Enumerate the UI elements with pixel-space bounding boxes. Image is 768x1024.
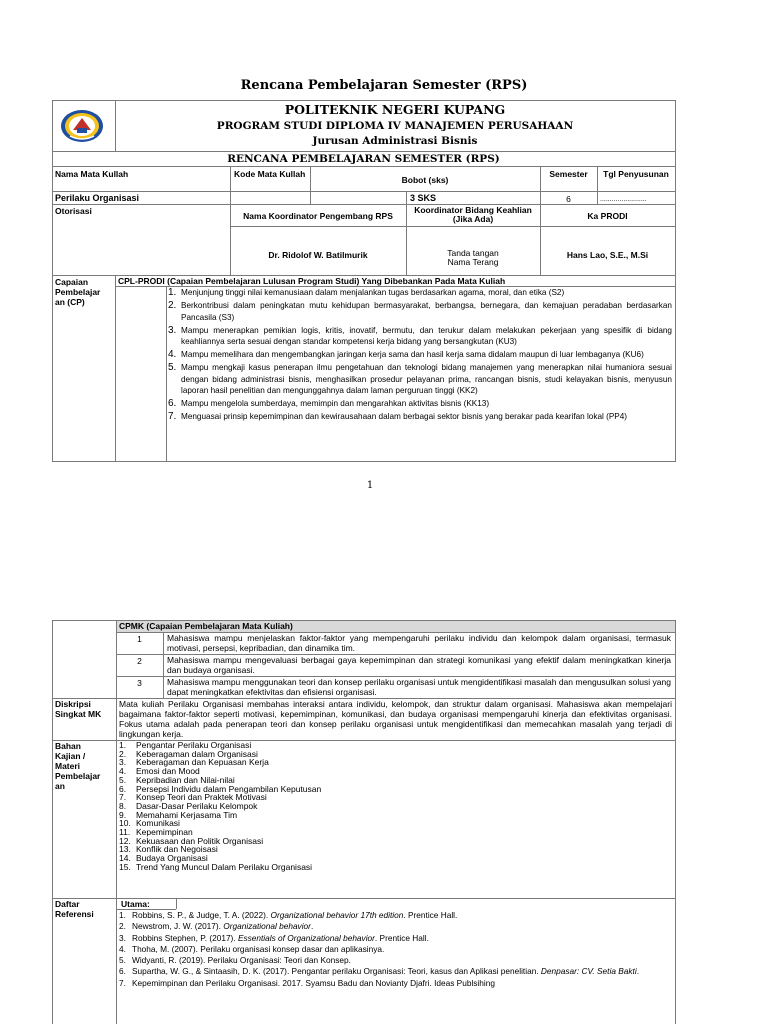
list-item: 6. Persepsi Individu dalam Pengambilan Keputusan [119,783,322,794]
department-name: Jurusan Administrasi Bisnis [312,135,478,147]
cp-label: Capaian Pembelajar an (CP) [55,277,101,307]
rps-title: RENCANA PEMBELAJARAN SEMESTER (RPS) [227,153,500,165]
cpmk-number: 2 [137,656,142,666]
list-item: 6. Supartha, W. G., & Sintaasih, D. K. (2017). Pengantar perilaku Organisasi: Teori, kasus dan Aplikasi penelitian. Denpasar: CV. Setia Bakti. [119,966,640,977]
institution-name: POLITEKNIK NEGERI KUPANG [284,102,506,117]
materi-label: Bahan Kajian / Materi Pembelajar an [55,741,101,791]
list-item: 6. Mampu mengelola sumberdaya, memimpin dan mengarahkan aktivitas bisnis (KK13) [168,398,490,409]
course-credits: 3 SKS [410,193,437,203]
col-bidang-1: Koordinator Bidang Keahlian [414,205,532,215]
cpmk-number: 3 [137,678,142,688]
university-seal-icon [60,108,104,144]
list-item: 10. Komunikasi [119,818,180,829]
col-koordinator: Nama Koordinator Pengembang RPS [243,211,393,221]
document-title: Rencana Pembelajaran Semester (RPS) [240,78,528,93]
deskripsi-label: Diskripsi Singkat MK [55,699,102,719]
course-date: ........................ [600,196,647,203]
deskripsi-text: Mata kuliah Perilaku Organisasi membahas interaksi antara individu, kelompok, dan struktur dalam organisasi. Mahasiswa akan mempelajari bagaimana faktor-faktor seperti motivasi, kepemimpinan, komunikasi, dan budaya organisasi mempengaruhi kinerja dan efektivitas organisasi. Fokus utama adalah pada penerapan teori dan konsep perilaku organisasi untuk mengidentifikasi dan memecahkan masalah yang terjadi di lingkungan kerja. [119,699,672,739]
page-number: 1 [366,480,374,491]
col-bobot: Bobot (sks) [401,175,449,185]
cpmk-number: 1 [137,634,142,644]
col-kaprodi: Ka PRODI [587,211,628,221]
cpl-list [168,287,672,424]
col-nama-mk: Nama Mata Kullah [55,169,129,179]
cpmk-text: Mahasiswa mampu menjelaskan faktor-faktor yang mempengaruhi perilaku individu dan kelompok dalam organisasi, termasuk motivasi, persepsi, kepribadian, dan dinamika tim. [167,633,671,653]
list-item: 2. Newstrom, J. W. (2017). Organizational behavior. [119,921,314,932]
course-name: Perilaku Organisasi [55,193,140,203]
list-item: 7. Menguasai prinsip kepemimpinan dan kewirausahaan dalam berbagai sektor bisnis yang berakar pada kearifan lokal (PP4) [168,411,628,422]
list-item: 1. Robbins, S. P., & Judge, T. A. (2022). Organizational behavior 17th edition. Prentice Hall. [119,910,458,920]
name-label: Nama Terang [447,257,499,267]
list-item: 1. Pengantar Perilaku Organisasi [119,740,252,750]
list-item: 7. Kepemimpinan dan Perilaku Organisasi. 2017. Syamsu Badu dan Novianty Djafri. Ideas Publsihing [119,977,495,988]
list-item: 15. Trend Yang Muncul Dalam Perilaku Organisasi [119,861,313,872]
col-tgl: Tgl Penyusunan [603,169,669,179]
cpmk-text: Mahasiswa mampu mengevaluasi berbagai gaya kepemimpinan dan strategi komunikasi yang efektif dalam meningkatkan kinerja dan budaya organisasi. [167,655,671,675]
referensi-utama: Utama: [121,899,150,909]
cpmk-header: CPMK (Capaian Pembelajaran Mata Kuliah) [119,621,293,631]
col-semester: Semester [549,169,588,179]
koordinator-name: Dr. Ridolof W. Batilmurik [268,250,368,260]
list-item: 3. Keberagaman dan Kepuasan Kerja [119,757,269,768]
signature-label: Tanda tangan [447,248,499,258]
materi-list [119,741,669,872]
cpmk-text: Mahasiswa mampu menggunakan teori dan konsep perilaku organisasi untuk mengidentifikasi masalah dan mengusulkan solusi yang dapat meningkatkan efektivitas dan efisiensi organisasi. [167,677,671,697]
col-kode-mk: Kode Mata Kullah [234,169,306,179]
list-item: 4. Mampu memelihara dan mengembangkan jaringan kerja sama dan hasil kerja sama didalam maupun di luar lembaganya (KU6) [168,349,644,360]
list-item: 5. Widyanti, R. (2019). Perilaku Organisasi: Teori dan Konsep. [119,955,351,966]
list-item: 3. Mampu menerapkan pemikian logis, kritis, inovatif, bermutu, dan terukur dalam melakukan pekerjaan yang spesifik di bidang keahliannya serta sesuai dengan standar kompetensi kerja bidang yang bersangkutan (KU3) [168,324,672,346]
list-item: 9. Memahami Kerjasama Tim [119,809,238,820]
list-item: 8. Dasar-Dasar Perilaku Kelompok [119,800,258,811]
kaprodi-name: Hans Lao, S.E., M.Si [566,250,649,260]
program-name: PROGRAM STUDI DIPLOMA IV MANAJEMEN PERUSAHAAN [216,120,574,132]
list-item: 11. Kepemimpinan [119,827,193,838]
col-bidang-2: (Jika Ada) [452,214,494,224]
list-item: 5. Mampu mengkaji kasus penerapan ilmu pengetahuan dan teknologi bidang manajemen yang menerapkan nilai humaniora sesuai dengan bidang administrasi bisnis, menghasilkan prosedur pelayanan prima, rancangan bisnis, studi kelayakan bisnis, menyusun laporan hasil penelitian dan mengunggahnya dalam laman perguruan tinggi (KK2) [168,362,672,395]
list-item: 2. Berkontribusi dalam peningkatan mutu kehidupan bermasyarakat, berbangsa, bernegara, dan kemajuan peradaban berdasarkan Pancasila (S3) [168,300,672,322]
list-item: 3. Robbins Stephen, P. (2017). Essentials of Organizational behavior. Prentice Hall. [119,932,429,943]
list-item: 13. Konflik dan Negoisasi [119,844,218,855]
referensi-label: Daftar Referensi [55,899,94,919]
list-item: 5. Kepribadian dan Nilai-nilai [119,774,235,785]
list-item: 2. Keberagaman dalam Organisasi [119,748,258,759]
list-item: 14. Budaya Organisasi [119,853,208,864]
list-item: 1. Menjunjung tinggi nilai kemanusiaan dalam menjalankan tugas berdasarkan agama, moral, dan etika (S2) [168,287,565,298]
list-item: 7. Konsep Teori dan Praktek Motivasi [119,792,267,803]
cpl-prodi-header: CPL-PRODI (Capaian Pembelajaran Lulusan Program Studi) Yang Dibebankan Pada Mata Kuliah [118,276,506,286]
referensi-list [119,910,671,989]
list-item: 12. Kekuasaan dan Politik Organisasi [119,835,264,846]
list-item: 4. Emosi dan Mood [119,766,200,777]
otorisasi-label: Otorisasi [55,206,92,216]
list-item: 4. Thoha, M. (2007). Perilaku organisasi konsep dasar dan aplikasinya. [119,943,385,954]
course-semester: 6 [566,194,571,204]
